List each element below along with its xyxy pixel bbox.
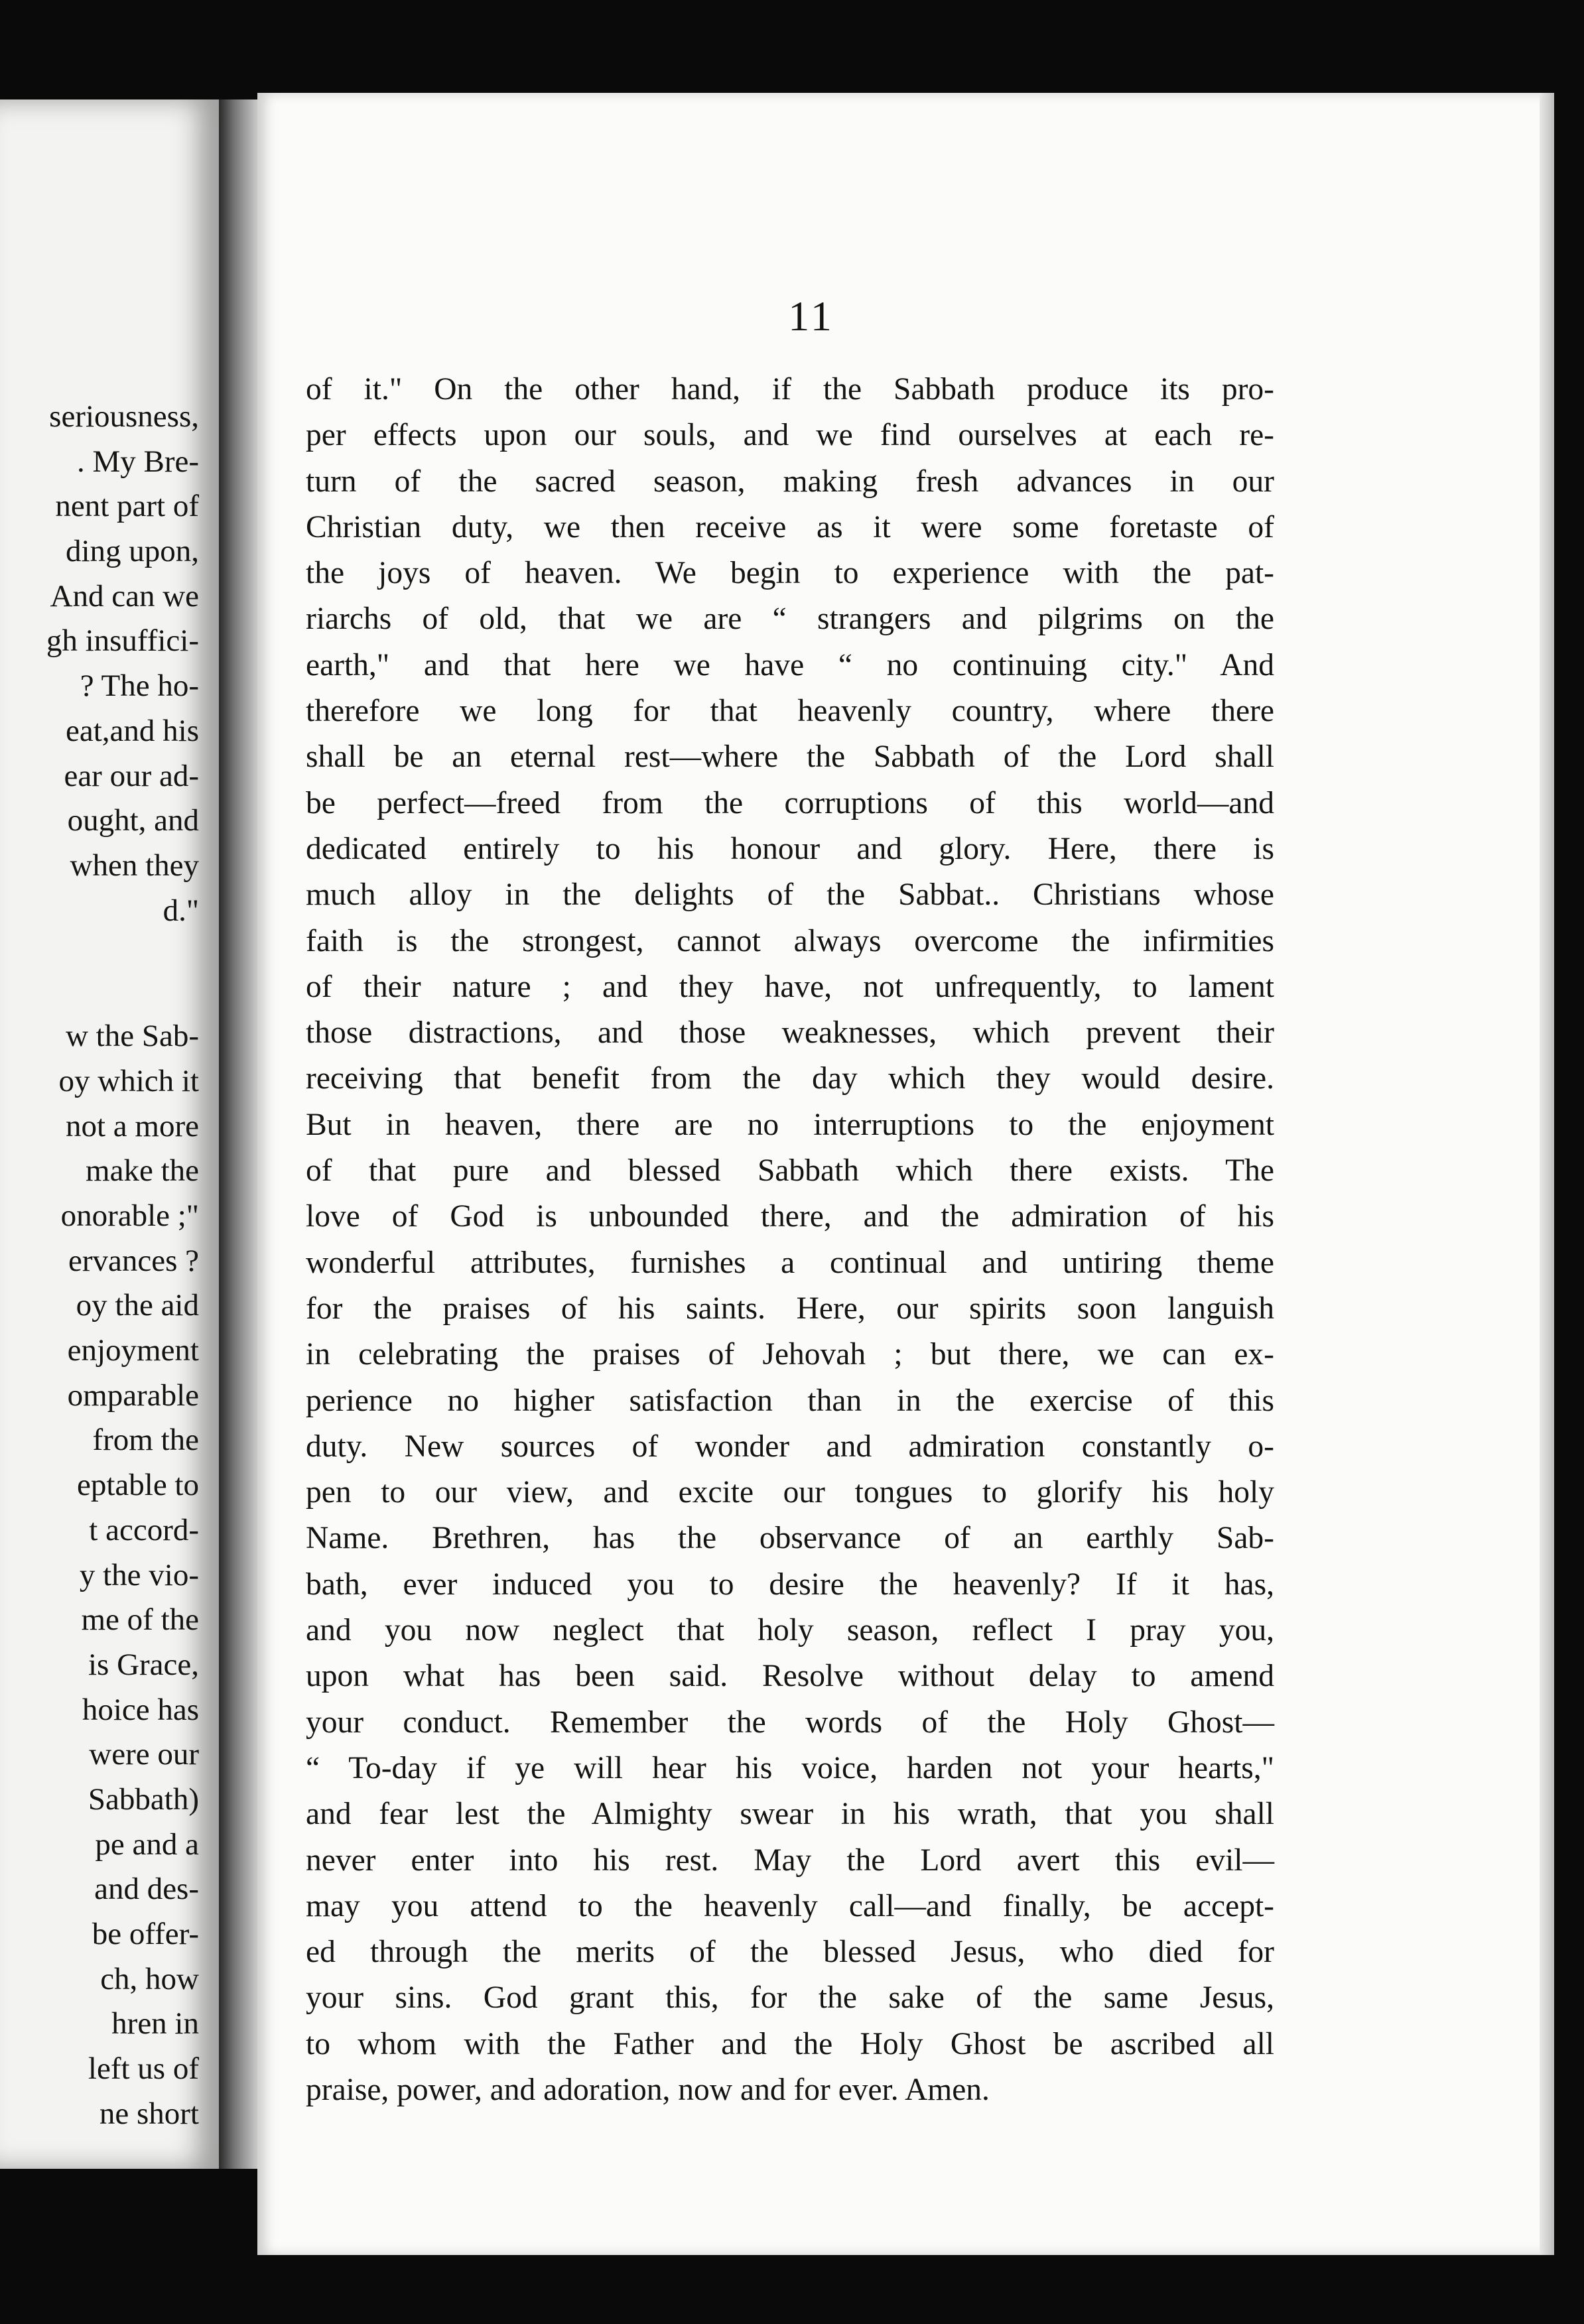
text-line: of it." On the other hand, if the Sabbath produce its pro-: [306, 372, 1274, 407]
left-text-line: oy the aid: [76, 1288, 199, 1323]
text-line: for the praises of his saints. Here, our spirits soon languish: [306, 1291, 1274, 1326]
text-line: bath, ever induced you to desire the heavenly? If it has,: [306, 1567, 1274, 1602]
text-line: Christian duty, we then receive as it were some foretaste of: [306, 509, 1274, 545]
left-text-line: ding upon,: [65, 534, 199, 569]
left-text-line: not a more: [66, 1108, 199, 1143]
left-text-line: oy which it: [58, 1063, 199, 1098]
left-text-line: ought, and: [67, 803, 199, 838]
page-edge: [1540, 93, 1554, 2255]
left-text-line: ne short: [99, 2096, 199, 2131]
left-page-fragment: [0, 99, 219, 2169]
text-line: love of God is unbounded there, and the admiration of his: [306, 1199, 1274, 1234]
left-text-line: were our: [89, 1737, 199, 1772]
book-gutter: [219, 99, 259, 2169]
text-line: ed through the merits of the blessed Jesus, who died for: [306, 1935, 1274, 1970]
left-text-line: t accord-: [89, 1512, 199, 1547]
text-line: your sins. God grant this, for the sake of the same Jesus,: [306, 1980, 1274, 2016]
left-text-line: pe and a: [95, 1827, 199, 1862]
left-text-line: and des-: [94, 1872, 199, 1907]
text-line: may you attend to the heavenly call—and finally, be accept-: [306, 1888, 1274, 1923]
text-line: never enter into his rest. May the Lord avert this evil—: [306, 1842, 1274, 1878]
text-line-final: praise, power, and adoration, now and for ever. Amen.: [306, 2072, 990, 2107]
text-line: wonderful attributes, furnishes a continual and untiring theme: [306, 1245, 1274, 1280]
left-text-line: hoice has: [82, 1692, 199, 1727]
text-line: and you now neglect that holy season, reflect I pray you,: [306, 1613, 1274, 1648]
left-text-line: gh insuffici-: [46, 623, 199, 659]
left-text-line: left us of: [88, 2051, 199, 2087]
left-text-line: be offer-: [92, 1917, 199, 1951]
left-text-line: y the vio-: [79, 1557, 199, 1592]
left-text-line: eptable to: [76, 1468, 199, 1503]
text-line: the joys of heaven. We begin to experience with the pat-: [306, 556, 1274, 591]
left-text-line: hren in: [111, 2006, 199, 2041]
text-line: Name. Brethren, has the observance of an earthly Sab-: [306, 1521, 1274, 1556]
left-text-line: when they: [70, 848, 199, 883]
left-text-line: Sabbath): [88, 1781, 199, 1817]
text-line: be perfect—freed from the corruptions of this world—and: [306, 785, 1274, 820]
text-line: much alloy in the delights of the Sabbat.. Christians whose: [306, 877, 1274, 913]
text-line: of that pure and blessed Sabbath which there exists. The: [306, 1153, 1274, 1189]
left-text-line: nent part of: [55, 489, 199, 524]
left-text-line: ? The ho-: [80, 669, 199, 704]
text-line: dedicated entirely to his honour and glory. Here, there is: [306, 831, 1274, 866]
left-text-line: omparable: [67, 1378, 199, 1413]
text-line: per effects upon our souls, and we find ourselves at each re-: [306, 418, 1274, 453]
right-page: [257, 93, 1554, 2255]
left-text-line: And can we: [50, 578, 199, 613]
text-line: your conduct. Remember the words of the Holy Ghost—: [306, 1705, 1274, 1740]
left-page-text: [0, 395, 199, 2136]
text-line: therefore we long for that heavenly country, where there: [306, 694, 1274, 729]
text-line: upon what has been said. Resolve without delay to amend: [306, 1659, 1274, 1694]
text-line: turn of the sacred season, making fresh advances in our: [306, 464, 1274, 499]
text-line: duty. New sources of wonder and admiration constantly o-: [306, 1429, 1274, 1464]
body-text: [306, 367, 1274, 2113]
text-line: and fear lest the Almighty swear in his wrath, that you shall: [306, 1797, 1274, 1832]
left-text-line: . My Bre-: [76, 444, 199, 479]
text-line: to whom with the Father and the Holy Ghost be ascribed all: [306, 2026, 1274, 2061]
text-line: perience no higher satisfaction than in the exercise of this: [306, 1383, 1274, 1418]
left-text-line: me of the: [81, 1602, 199, 1638]
left-text-line: eat,and his: [66, 713, 199, 748]
text-line: earth," and that here we have “ no continuing city." And: [306, 647, 1274, 682]
left-text-line: ervances ?: [68, 1243, 199, 1278]
paragraph-gap: [0, 933, 199, 1014]
text-line: receiving that benefit from the day which they would desire.: [306, 1061, 1274, 1096]
text-line: of their nature ; and they have, not unfrequently, to lament: [306, 969, 1274, 1004]
page-number: 11: [788, 292, 834, 340]
text-line: faith is the strongest, cannot always overcome the infirmities: [306, 923, 1274, 958]
text-line: those distractions, and those weaknesses, which prevent their: [306, 1015, 1274, 1051]
left-text-line: seriousness,: [49, 399, 199, 434]
left-text-line: from the: [92, 1423, 199, 1458]
text-line: shall be an eternal rest—where the Sabbath of the Lord shall: [306, 740, 1274, 775]
left-text-line: ear our ad-: [64, 758, 199, 793]
left-text-line: w the Sab-: [65, 1019, 199, 1054]
left-text-line: d.": [163, 893, 199, 928]
left-text-line: make the: [86, 1153, 199, 1189]
text-line: in celebrating the praises of Jehovah ; but there, we can ex-: [306, 1337, 1274, 1372]
left-text-line: is Grace,: [88, 1647, 199, 1682]
text-line: riarchs of old, that we are “ strangers and pilgrims on the: [306, 602, 1274, 637]
left-text-line: onorable ;": [60, 1198, 199, 1233]
text-line: “ To-day if ye will hear his voice, harden not your hearts,": [306, 1750, 1274, 1785]
text-line: But in heaven, there are no interruptions to the enjoyment: [306, 1107, 1274, 1142]
left-text-line: enjoyment: [67, 1333, 199, 1368]
left-text-line: ch, how: [100, 1961, 199, 1996]
text-line: pen to our view, and excite our tongues to glorify his holy: [306, 1475, 1274, 1510]
